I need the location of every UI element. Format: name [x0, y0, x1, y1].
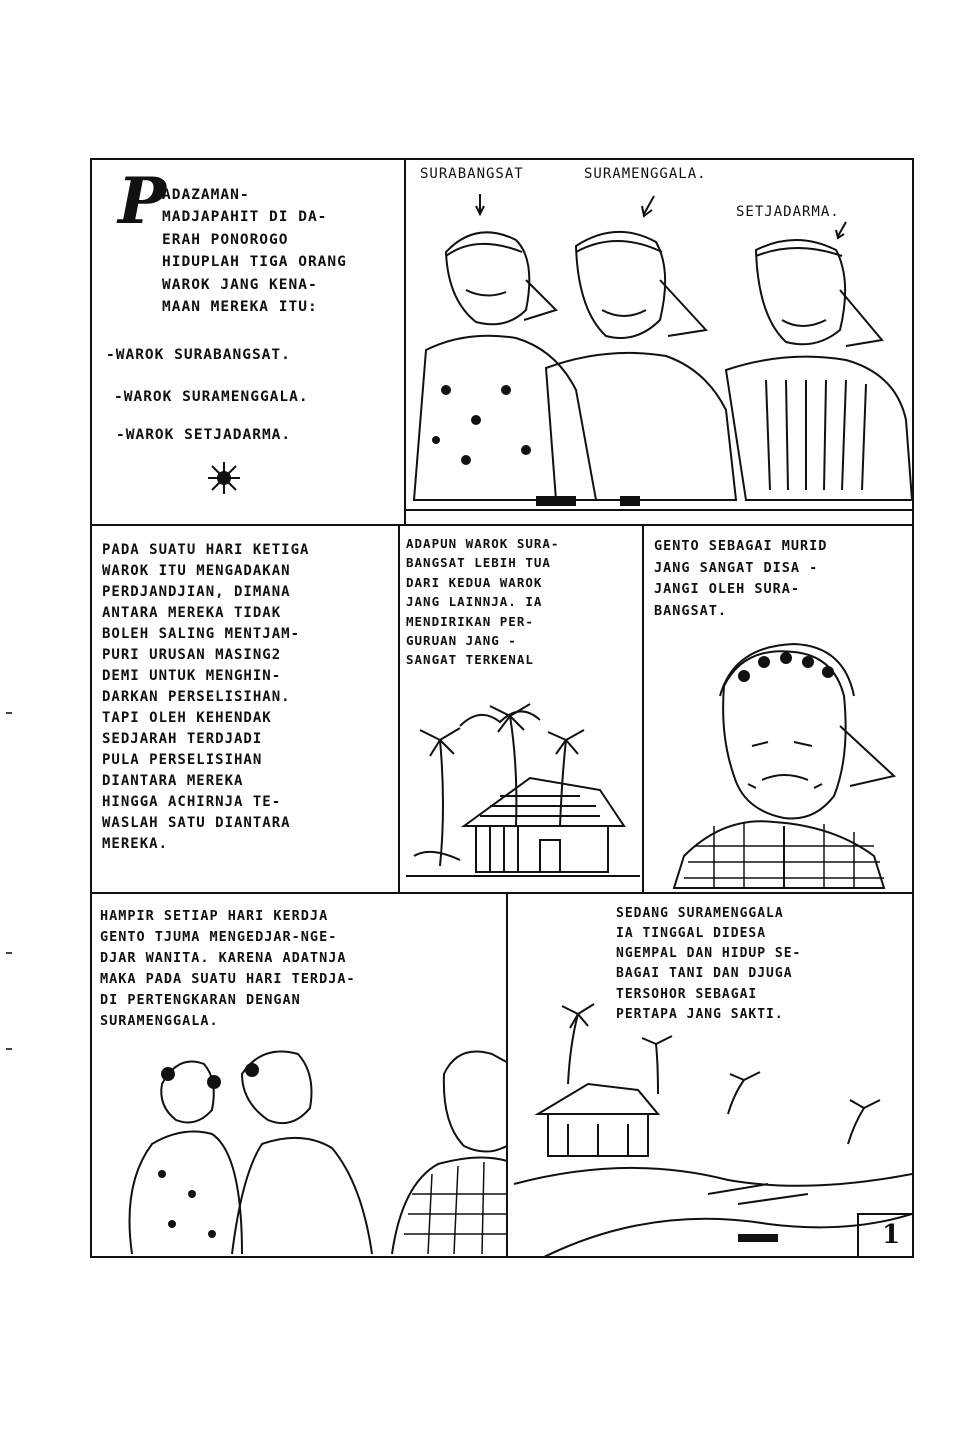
- panel-ngempal-village: [506, 892, 914, 1258]
- warok-list-item: -WAROK SURAMENGGALA.: [114, 389, 309, 405]
- gento-women-caption: HAMPIR SETIAP HARI KERDJA GENTO TJUMA MENGEDJAR-NGE- DJAR WANITA. KARENA ADATNJA MAKA PADA SUATU HARI TERDJA- DI PERTENGKARAN DENGAN SURAMENGGALA.: [100, 908, 356, 1029]
- perguruan-caption: ADAPUN WAROK SURA- BANGSAT LEBIH TUA DARI KEDUA WAROK JANG LAINNJA. IA MENDIRIKAN PER- GURUAN JANG - SANGAT TERKENAL: [406, 536, 560, 668]
- village-caption: SEDANG SURAMENGGALA IA TINGGAL DIDESA NGEMPAL DAN HIDUP SE- BAGAI TANI DAN DJUGA TERSOHOR SEBAGAI PERTAPA JANG SAKTI.: [616, 906, 802, 1022]
- warok-list-item: -WAROK SURABANGSAT.: [106, 347, 291, 363]
- label-surabangsat: SURABANGSAT: [420, 166, 524, 182]
- perguruan-house-illustration: [400, 526, 644, 894]
- panel-gento: [642, 524, 914, 894]
- village-landscape-illustration: [508, 894, 914, 1258]
- label-suramenggala: SURAMENGGALA.: [584, 166, 707, 182]
- flower-ornament: [204, 458, 244, 498]
- three-warok-illustration: [406, 160, 914, 526]
- gento-women-illustration: [92, 894, 508, 1258]
- drop-cap: P: [118, 164, 167, 239]
- gento-caption: GENTO SEBAGAI MURID JANG SANGAT DISA - JANGI OLEH SURA- BANGSAT.: [654, 538, 828, 619]
- agreement-caption: PADA SUATU HARI KETIGA WAROK ITU MENGADAKAN PERDJANDJIAN, DIMANA ANTARA MEREKA TIDAK BOLEH SALING MENTJAM- PURI URUSAN MASING2 DEMI UNTUK MENGHIN- DARKAN PERSELISIHAN. TAPI OLEH KEHENDAK SEDJARAH TERDJADI PULA PERSELISIHAN DIANTARA MEREKA HINGGA ACHIRNJA TE- WASLAH SATU DIANTARA MEREKA.: [102, 542, 310, 852]
- panel-gento-women: [90, 892, 508, 1258]
- warok-list-item: -WAROK SETJADARMA.: [116, 427, 292, 443]
- margin-mark: [6, 952, 12, 954]
- label-setjadarma: SETJADARMA.: [736, 204, 840, 220]
- intro-caption: ADAZAMAN- MADJAPAHIT DI DA- ERAH PONOROGO HIDUPLAH TIGA ORANG WAROK JANG KENA- MAAN MEREKA ITU:: [162, 187, 347, 316]
- panel-three-waroks: [404, 158, 914, 526]
- page-number: 1: [882, 1220, 901, 1250]
- panel-agreement: [90, 524, 400, 894]
- margin-mark: [6, 712, 12, 714]
- panel-intro: [90, 158, 406, 526]
- margin-mark: [6, 1048, 12, 1050]
- panel-perguruan: [398, 524, 644, 894]
- gento-portrait-illustration: [644, 526, 914, 894]
